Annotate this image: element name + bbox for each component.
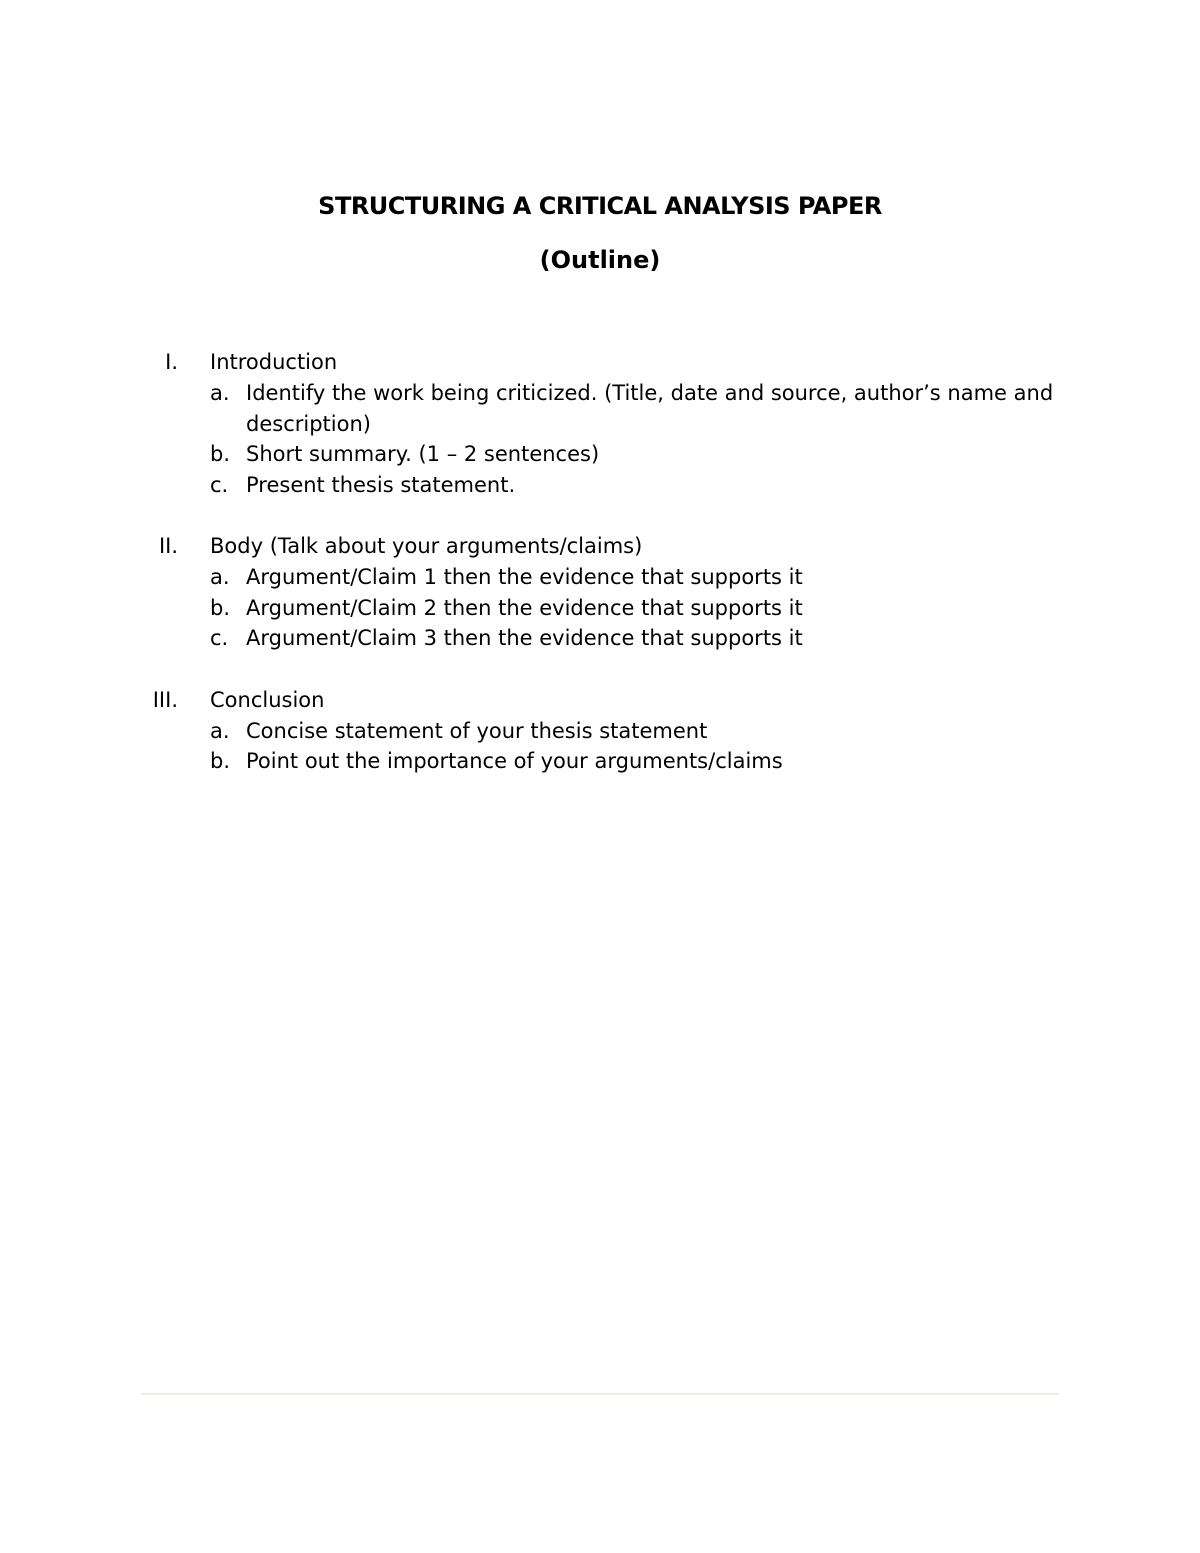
outline-section-conclusion [0, 685, 1200, 777]
item-text: Concise statement of your thesis statement [246, 718, 708, 743]
item-text: Identify the work being criticized. (Title, date and source, author’s name and description) [246, 381, 1054, 436]
document-title: STRUCTURING A CRITICAL ANALYSIS PAPER [318, 192, 882, 220]
item-letter: b. [210, 749, 231, 773]
section-numeral: III. [152, 687, 178, 712]
section-numeral: I. [165, 350, 178, 374]
section-label: Conclusion [210, 687, 325, 712]
section-heading [0, 347, 1200, 378]
item-letter: c. [210, 626, 229, 650]
item-letter: b. [210, 442, 231, 466]
section-label: Introduction [210, 350, 338, 374]
outline-section-introduction [0, 347, 1200, 500]
outline-section-body [0, 531, 1200, 654]
section-label: Body (Talk about your arguments/claims) [210, 534, 643, 558]
item-letter: a. [210, 718, 230, 743]
item-text: Argument/Claim 3 then the evidence that supports it [246, 626, 803, 650]
item-text: Short summary. (1 – 2 sentences) [246, 442, 600, 466]
item-text: Argument/Claim 1 then the evidence that supports it [246, 565, 803, 589]
item-letter: a. [210, 381, 230, 405]
list-item [0, 623, 1200, 654]
list-item [0, 746, 1200, 777]
list-item [0, 439, 1200, 470]
list-item [0, 716, 1200, 747]
list-item [0, 378, 1200, 439]
section-numeral: II. [158, 534, 178, 558]
item-letter: a. [210, 565, 230, 589]
section-heading [0, 685, 1200, 716]
item-letter: b. [210, 595, 231, 620]
list-item [0, 593, 1200, 624]
item-text: Point out the importance of your arguments/claims [246, 749, 783, 773]
section-heading [0, 531, 1200, 562]
list-item [0, 470, 1200, 501]
footer-divider [141, 1393, 1059, 1395]
document-subtitle: (Outline) [539, 246, 661, 274]
item-letter: c. [210, 472, 229, 497]
item-text: Argument/Claim 2 then the evidence that supports it [246, 595, 803, 620]
list-item [0, 562, 1200, 593]
item-text: Present thesis statement. [246, 472, 516, 497]
outline-list [0, 347, 1200, 808]
